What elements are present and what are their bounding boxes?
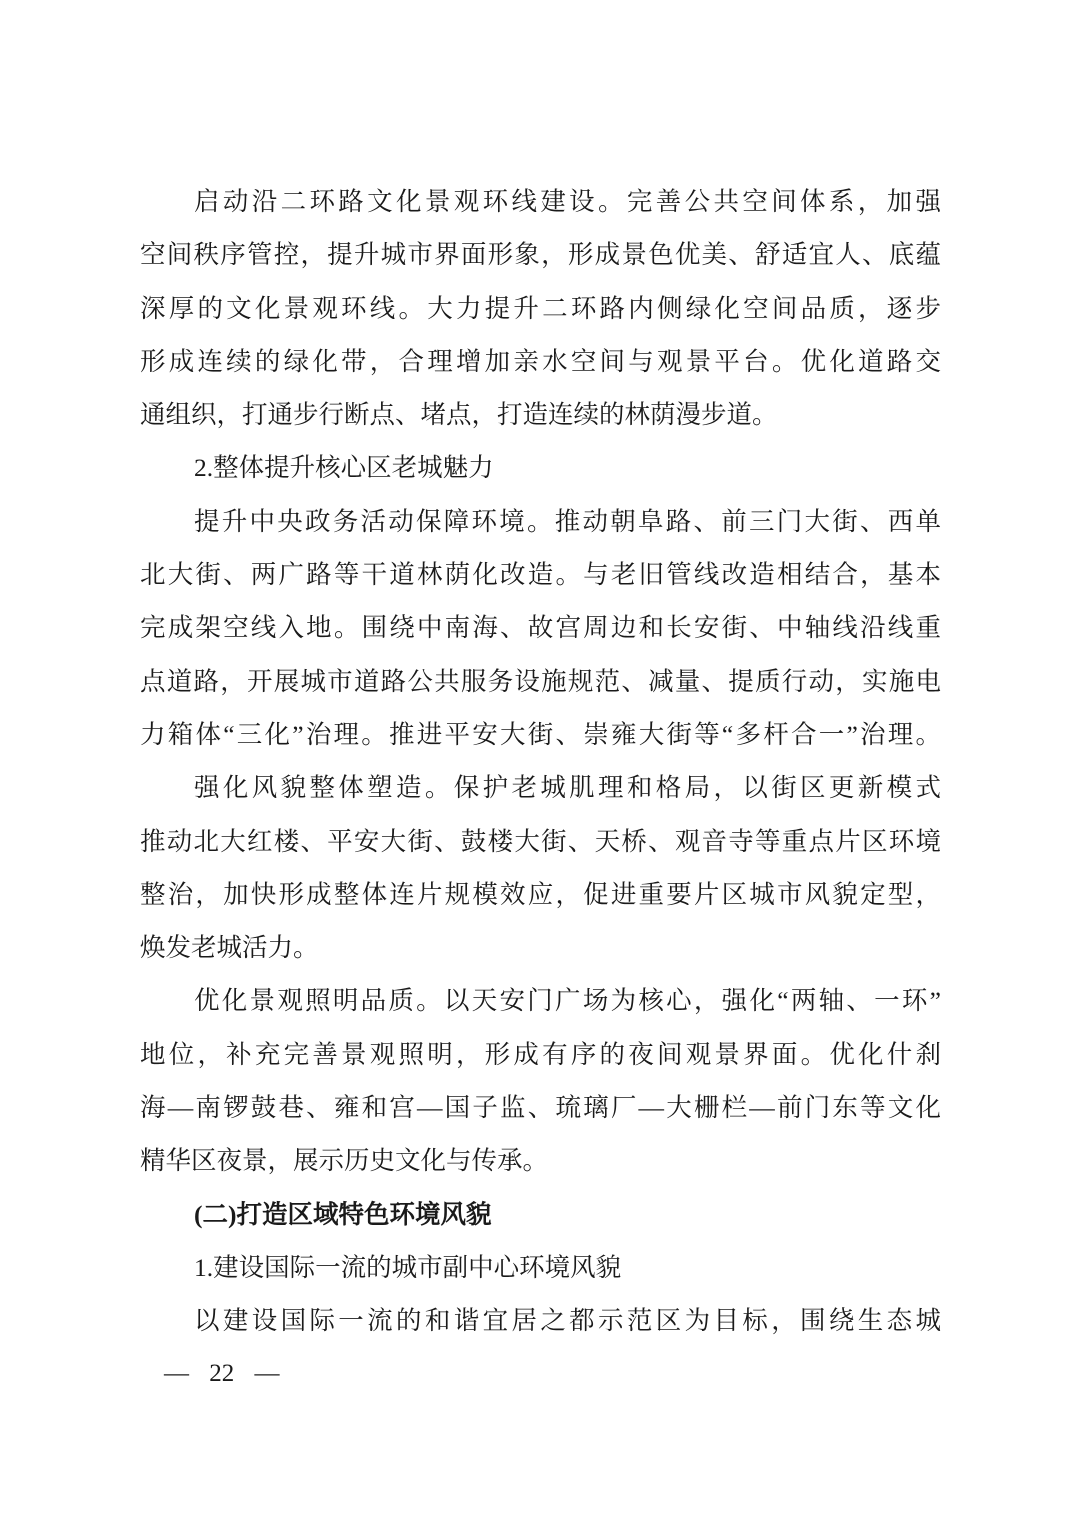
text-line: 以建设国际一流的和谐宜居之都示范区为目标，围绕生态城 <box>194 1306 941 1336</box>
text-line: 通组织，打通步行断点、堵点，打造连续的林荫漫步道。 <box>140 400 778 430</box>
text-line: 空间秩序管控，提升城市界面形象，形成景色优美、舒适宜人、底蕴 <box>140 240 941 270</box>
heading-line: (二)打造区域特色环境风貌 <box>194 1199 492 1229</box>
text-line: 北大街、两广路等干道林荫化改造。与老旧管线改造相结合，基本 <box>140 560 941 590</box>
text-line: 完成架空线入地。围绕中南海、故宫周边和长安街、中轴线沿线重 <box>140 613 941 643</box>
text-line: 深厚的文化景观环线。大力提升二环路内侧绿化空间品质，逐步 <box>140 293 941 323</box>
heading-line: 2.整体提升核心区老城魅力 <box>194 453 494 483</box>
text-line: 强化风貌整体塑造。保护老城肌理和格局，以街区更新模式 <box>194 773 941 803</box>
text-line: 力箱体“三化”治理。推进平安大街、崇雍大街等“多杆合一”治理。 <box>140 719 941 749</box>
text-line: 海—南锣鼓巷、雍和宫—国子监、琉璃厂—大栅栏—前门东等文化 <box>140 1093 941 1123</box>
heading-line: 1.建设国际一流的城市副中心环境风貌 <box>194 1252 622 1282</box>
text-line: 焕发老城活力。 <box>140 933 319 963</box>
text-line: 地位，补充完善景观照明，形成有序的夜间观景界面。优化什刹 <box>140 1039 941 1069</box>
document-body <box>140 175 941 1348</box>
text-line: 启动沿二环路文化景观环线建设。完善公共空间体系，加强 <box>194 187 941 216</box>
text-line: 推动北大红楼、平安大街、鼓楼大街、天桥、观音寺等重点片区环境 <box>140 826 941 856</box>
text-line: 优化景观照明品质。以天安门广场为核心，强化“两轴、一环” <box>194 986 941 1016</box>
text-line: 提升中央政务活动保障环境。推动朝阜路、前三门大街、西单 <box>194 506 941 536</box>
text-line: 精华区夜景，展示历史文化与传承。 <box>140 1146 549 1176</box>
text-line: 整治，加快形成整体连片规模效应，促进重要片区城市风貌定型， <box>140 879 941 909</box>
text-line: 形成连续的绿化带，合理增加亲水空间与观景平台。优化道路交 <box>140 346 941 376</box>
page-number: — 22 — <box>164 1360 280 1387</box>
text-line: 点道路，开展城市道路公共服务设施规范、减量、提质行动，实施电 <box>140 666 941 696</box>
